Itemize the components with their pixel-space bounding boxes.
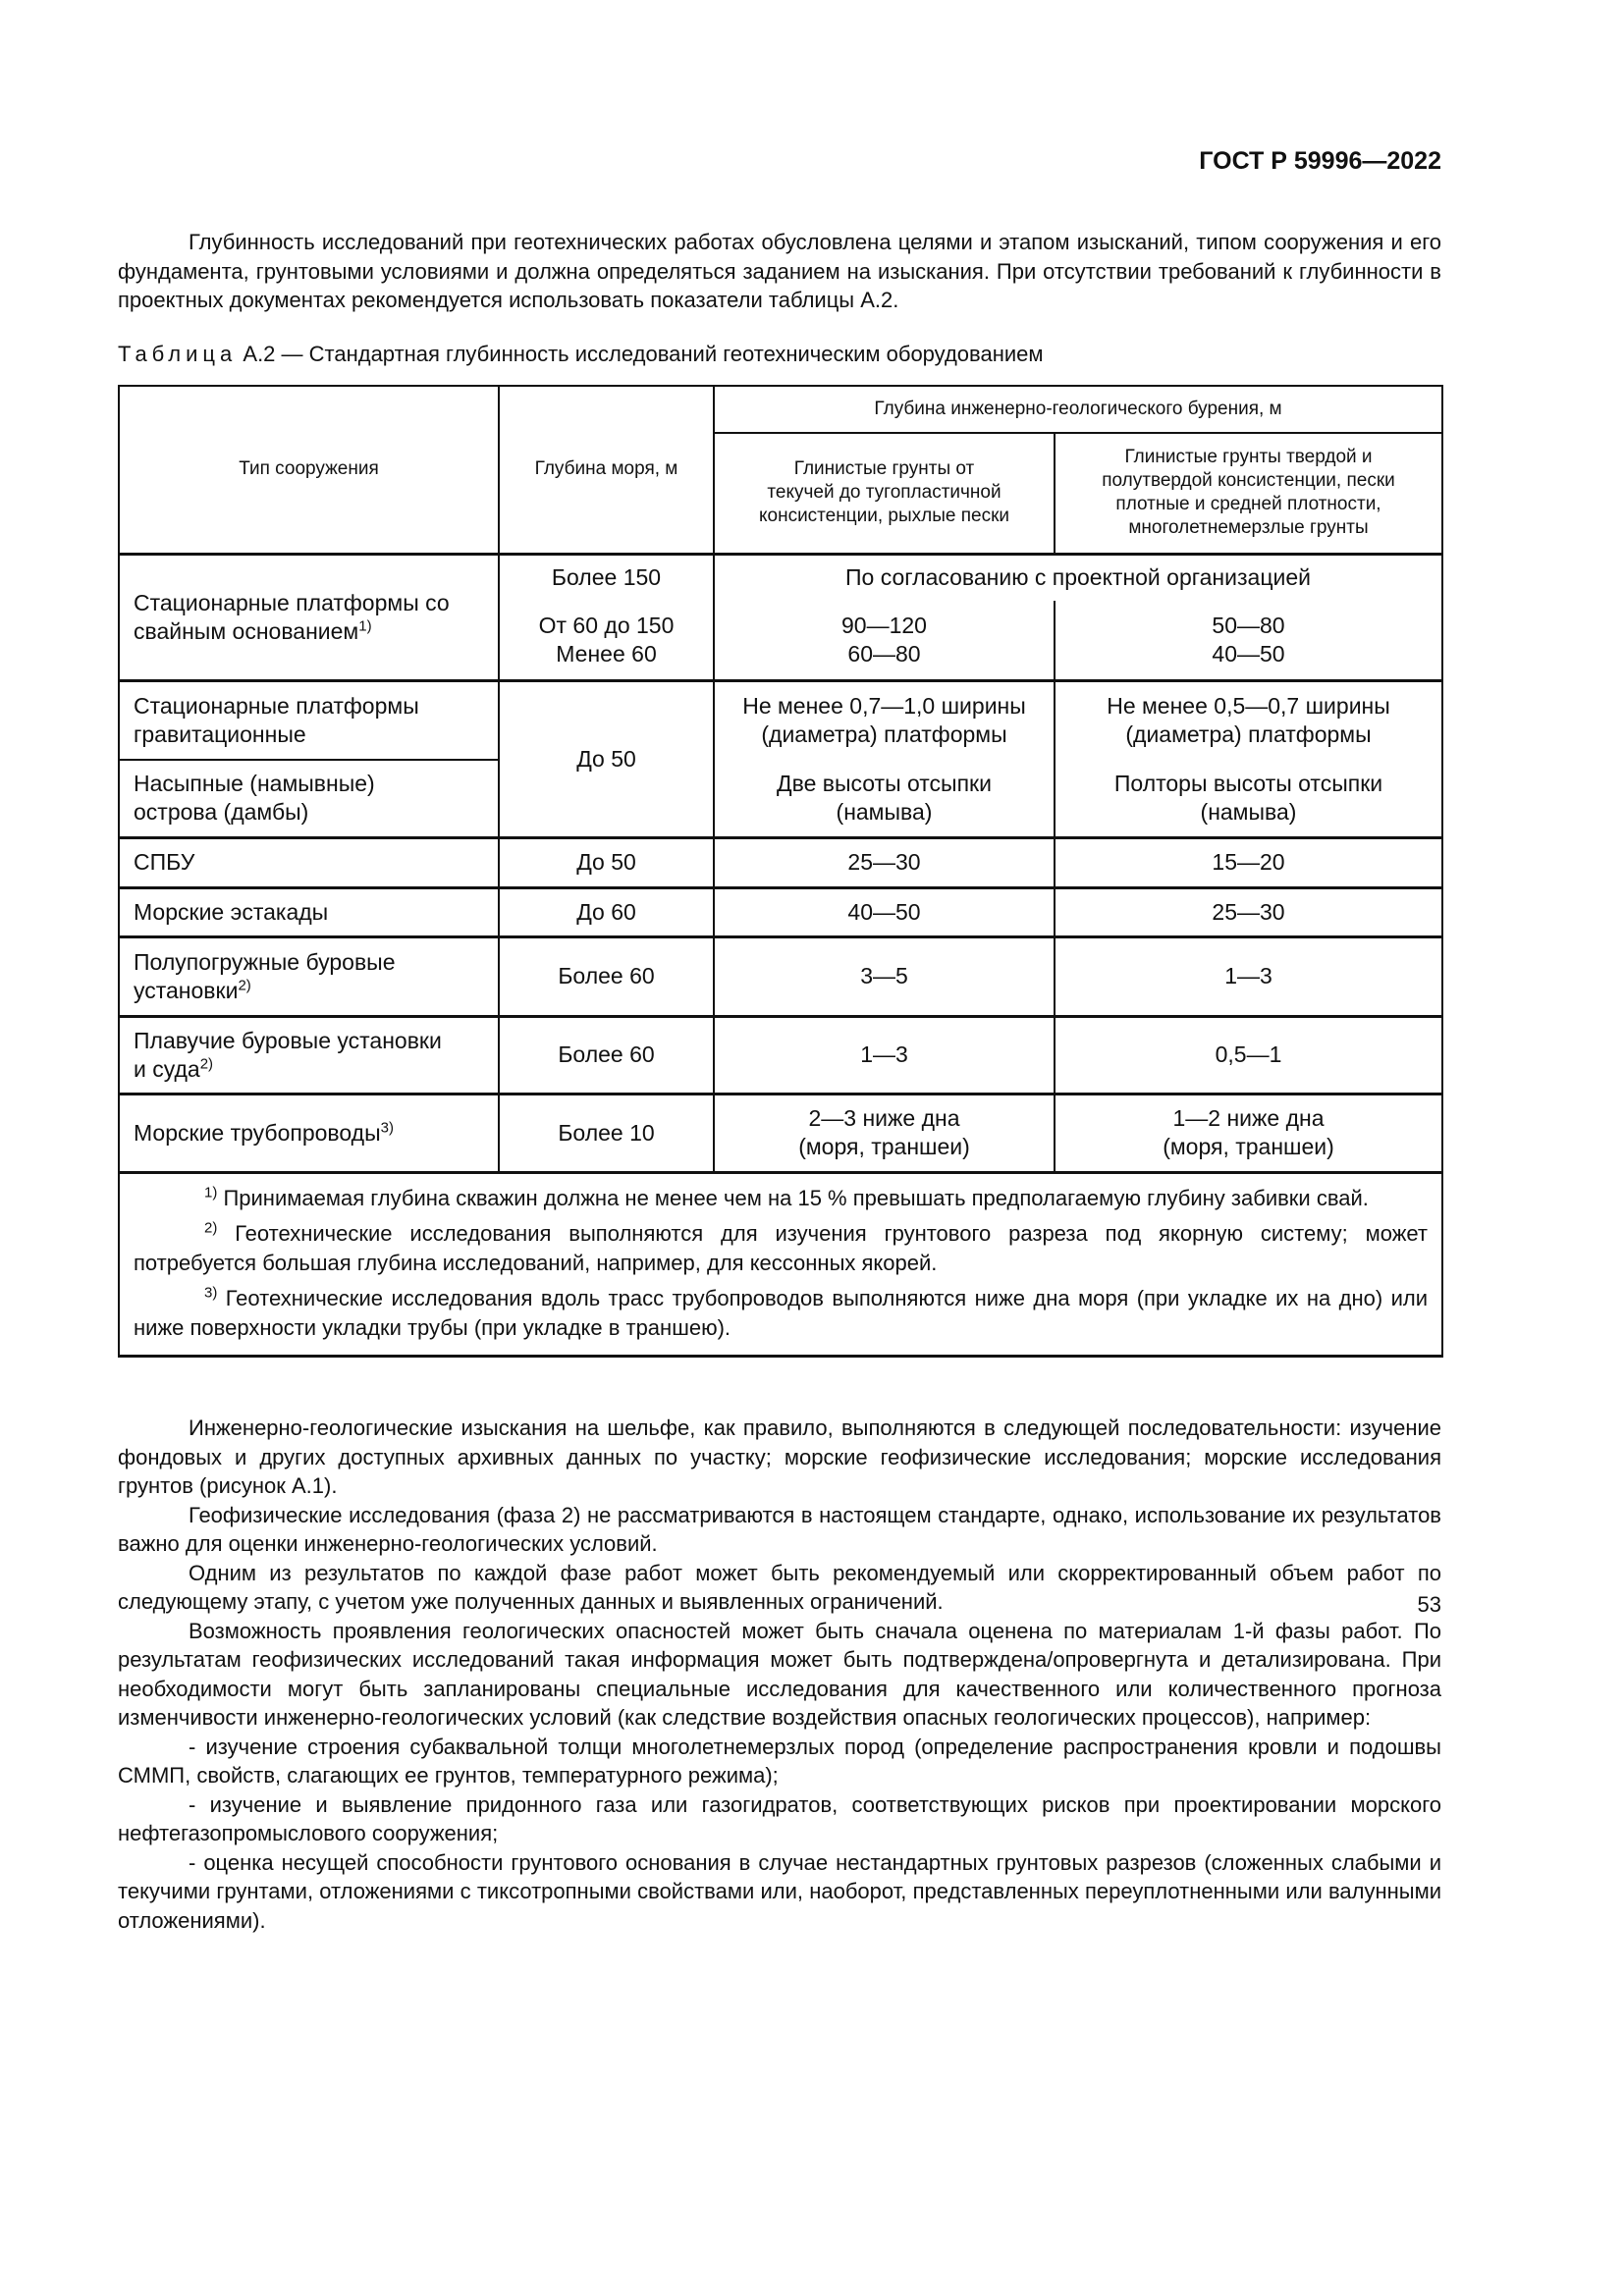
cell-depth: Более 60 (499, 1016, 714, 1094)
cell-soft: 90—120 60—80 (714, 601, 1055, 680)
cell-soft: 1—3 (714, 1016, 1055, 1094)
header-hard-soils: Глинистые грунты твердой и полутвердой консистенции, пески плотные и средней плотности, многолетнемерзлые грунты (1055, 433, 1442, 554)
cell-depth: До 50 (499, 837, 714, 887)
table-row (119, 1094, 1442, 1172)
footnote: $^{3)}$ Геотехнические исследования вдоль трасс трубопроводов выполняются ниже дна моря (при укладке их на дно) или ниже поверхности укладки трубы (при укладке в траншею). (134, 1284, 1428, 1340)
table-row (119, 887, 1442, 936)
paragraph: Геофизические исследования (фаза 2) не рассматриваются в настоящем стандарте, однако, использование их результатов важно для оценки инженерно-геологических условий. (118, 1502, 1441, 1556)
cell-type: Морские трубопроводы$^{3)}$ (119, 1094, 499, 1172)
list-item: - изучение строения субаквальной толщи многолетнемерзлых пород (определение распространения кровли и подошвы СММП, свойств, слагающих ее грунтов, температурного режима); (118, 1734, 1441, 1788)
cell-hard: 0,5—1 (1055, 1016, 1442, 1094)
cell-depth: От 60 до 150 Менее 60 (499, 601, 714, 680)
cell-type: Стационарные платформы гравитационные (119, 680, 499, 760)
footnote: $^{1)}$ Принимаемая глубина скважин должна не менее чем на 15 % превышать предполагаемую глубину забивки свай. (204, 1184, 1369, 1210)
cell-soft: 2—3 ниже дна (моря, траншеи) (714, 1094, 1055, 1172)
document-id: ГОСТ Р 59996—2022 (1199, 147, 1441, 175)
cell-depth: Более 150 (499, 554, 714, 601)
cell-type: Насыпные (намывные) острова (дамбы) (119, 760, 499, 837)
cell-soft: Две высоты отсыпки (намыва) (714, 760, 1055, 837)
cell-soft: 40—50 (714, 887, 1055, 936)
caption-text: А.2 — Стандартная глубинность исследований геотехническим оборудованием (243, 342, 1044, 366)
body-text (118, 1414, 1441, 1935)
table-row (119, 837, 1442, 887)
cell-soft: 3—5 (714, 936, 1055, 1016)
intro-paragraph (118, 228, 1441, 315)
header-type: Тип сооружения (119, 386, 499, 554)
cell-hard: 1—3 (1055, 936, 1442, 1016)
cell-hard: 25—30 (1055, 887, 1442, 936)
header-soft-soils: Глинистые грунты от текучей до тугопластичной консистенции, рыхлые пески (714, 433, 1055, 554)
cell-depth: Более 60 (499, 936, 714, 1016)
list-item: - изучение и выявление придонного газа или газогидратов, соответствующих рисков при проектировании морского нефтегазопромыслового сооружения; (118, 1791, 1441, 1845)
table-row (119, 680, 1442, 760)
paragraph: Инженерно-геологические изыскания на шельфе, как правило, выполняются в следующей последовательности: изучение фондовых и других доступных архивных данных по участку; морские геофизические исследования; морские исследования грунтов (рисунок А.1). (118, 1415, 1441, 1498)
table-row (119, 760, 1442, 837)
intro-text: Глубинность исследований при геотехнических работах обусловлена целями и этапом изысканий, типом сооружения и его фундамента, грунтовыми условиями и должна определяться заданием на изыскания. При отсутствии требований к глубинности в проектных документах рекомендуется использовать показатели таблицы А.2. (118, 230, 1441, 312)
table-row (119, 936, 1442, 1016)
cell-type: Стационарные платформы со свайным основанием$^{1)}$ (119, 554, 499, 680)
cell-type: Полупогружные буровые установки$^{2)}$ (119, 936, 499, 1016)
footnote: $^{2)}$ Геотехнические исследования выполняются для изучения грунтового разреза под якорную систему; может потребуется большая глубина исследований, например, для кессонных якорей. (134, 1219, 1428, 1275)
depth-table (118, 385, 1443, 1358)
cell-hard: 1—2 ниже дна (моря, траншеи) (1055, 1094, 1442, 1172)
cell-type: СПБУ (119, 837, 499, 887)
cell-type: Морские эстакады (119, 887, 499, 936)
cell-depth: Более 10 (499, 1094, 714, 1172)
table-footnotes (119, 1172, 1442, 1356)
cell-depth: До 60 (499, 887, 714, 936)
cell-hard: Не менее 0,5—0,7 ширины (диаметра) платформы (1055, 680, 1442, 760)
caption-word: Таблица (118, 342, 238, 366)
cell-depth: До 50 (499, 680, 714, 837)
table-caption (118, 342, 1044, 367)
table-row (119, 554, 1442, 601)
cell-hard: 50—80 40—50 (1055, 601, 1442, 680)
cell-soft: Не менее 0,7—1,0 ширины (диаметра) платформы (714, 680, 1055, 760)
list-item: - оценка несущей способности грунтового основания в случае нестандартных грунтовых разрезов (сложенных слабыми и текучими грунтами, отложениями с тиксотропными свойствами или, наоборот, представленных переуплотненными или валунными отложениями). (118, 1849, 1441, 1933)
cell-hard: 15—20 (1055, 837, 1442, 887)
header-sea-depth: Глубина моря, м (499, 386, 714, 554)
paragraph: Возможность проявления геологических опасностей может быть сначала оценена по материалам 1-й фазы работ. По результатам геофизических исследований такая информация может быть подтверждена/опровергнута и детализирована. При необходимости могут быть запланированы специальные исследования для качественного или количественного прогноза изменчивости инженерно-геологических условий (как следствие воздействия опасных геологических процессов), например: (118, 1618, 1441, 1730)
footnotes-row (119, 1172, 1442, 1356)
header-drilling: Глубина инженерно-геологического бурения, м (714, 386, 1442, 433)
cell-hard: Полторы высоты отсыпки (намыва) (1055, 760, 1442, 837)
page-number: 53 (1417, 1592, 1441, 1617)
cell-soft: 25—30 (714, 837, 1055, 887)
cell-span: По согласованию с проектной организацией (714, 554, 1442, 601)
cell-type: Плавучие буровые установки и суда$^{2)}$ (119, 1016, 499, 1094)
table-row (119, 1016, 1442, 1094)
paragraph: Одним из результатов по каждой фазе работ может быть рекомендуемый или скорректированный объем работ по следующему этапу, с учетом уже полученных данных и выявленных ограничений. (118, 1560, 1441, 1614)
